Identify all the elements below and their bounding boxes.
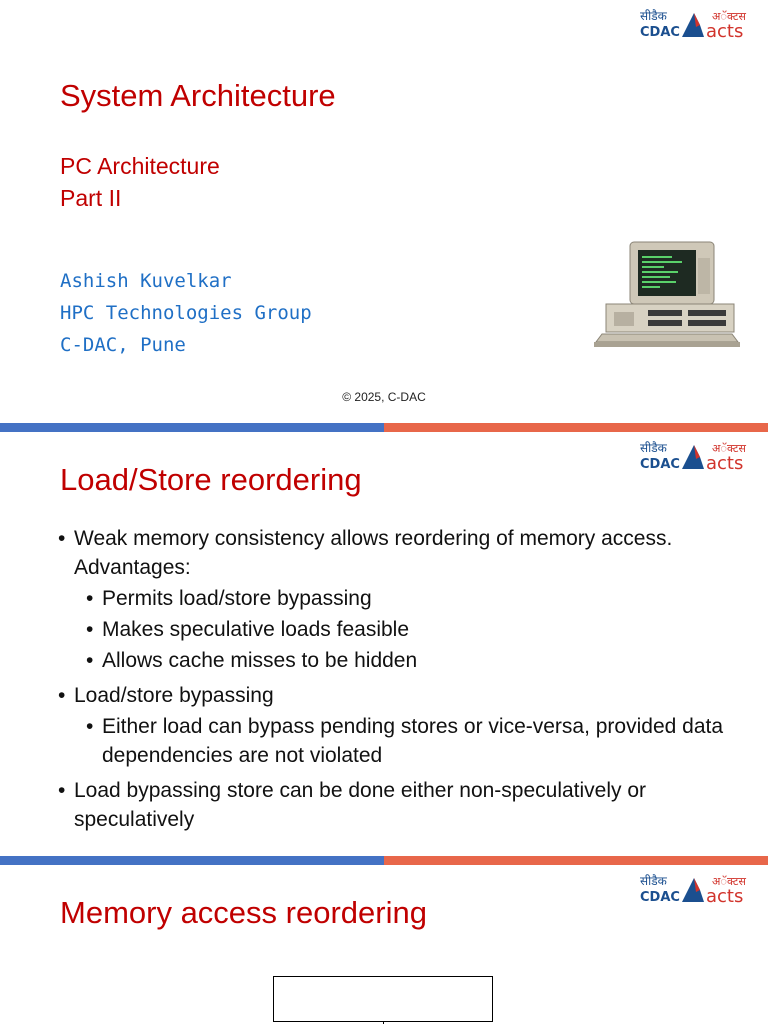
divider-orange bbox=[384, 423, 768, 432]
slide-divider bbox=[0, 423, 768, 432]
author-name: Ashish Kuvelkar bbox=[60, 270, 232, 292]
sub-bullet-item: • Permits load/store bypassing bbox=[58, 584, 738, 613]
bullet-list bbox=[58, 524, 738, 834]
divider-blue bbox=[0, 423, 384, 432]
slide-3 bbox=[0, 865, 768, 1024]
sub-bullet-item: • Allows cache misses to be hidden bbox=[58, 646, 738, 675]
author-group: HPC Technologies Group bbox=[60, 302, 312, 324]
slide-title: System Architecture bbox=[60, 78, 336, 113]
bullet-item: • Weak memory consistency allows reordering of memory access. Advantages: bbox=[58, 524, 738, 582]
copyright-text: © 2025, C-DAC bbox=[342, 390, 426, 404]
slide-2 bbox=[0, 432, 768, 856]
svg-text:सीडैक: सीडैक bbox=[640, 9, 667, 23]
svg-text:CDAC: CDAC bbox=[640, 890, 680, 905]
svg-text:acts: acts bbox=[706, 21, 744, 41]
svg-text:acts: acts bbox=[706, 886, 744, 906]
vintage-computer-icon bbox=[590, 238, 742, 350]
svg-text:अॅक्टस: अॅक्टस bbox=[712, 875, 746, 888]
cdac-acts-logo bbox=[638, 7, 760, 41]
svg-text:CDAC: CDAC bbox=[640, 25, 680, 40]
svg-text:सीडैक: सीडैक bbox=[640, 441, 667, 455]
slide-title: Memory access reordering bbox=[60, 895, 427, 930]
sub-bullet-item: • Makes speculative loads feasible bbox=[58, 615, 738, 644]
cdac-acts-logo bbox=[638, 872, 760, 906]
author-org: C-DAC, Pune bbox=[60, 334, 186, 356]
cdac-acts-logo bbox=[638, 439, 760, 473]
slide-title: Load/Store reordering bbox=[60, 462, 362, 497]
svg-text:अॅक्टस: अॅक्टस bbox=[712, 10, 746, 23]
diagram-box bbox=[273, 976, 493, 1022]
divider-orange bbox=[384, 856, 768, 865]
slide-subtitle bbox=[60, 150, 220, 214]
slide-divider bbox=[0, 856, 768, 865]
svg-text:acts: acts bbox=[706, 453, 744, 473]
bullet-item: • Load bypassing store can be done either non-speculatively or speculatively bbox=[58, 776, 738, 834]
subtitle-line: Part II bbox=[60, 185, 122, 211]
sub-bullet-item: • Either load can bypass pending stores or vice-versa, provided data dependencies are not violated bbox=[58, 712, 738, 770]
svg-text:सीडैक: सीडैक bbox=[640, 874, 667, 888]
author-block bbox=[60, 265, 312, 361]
subtitle-line: PC Architecture bbox=[60, 153, 220, 179]
divider-blue bbox=[0, 856, 384, 865]
svg-text:CDAC: CDAC bbox=[640, 457, 680, 472]
slide-1 bbox=[0, 0, 768, 423]
bullet-item: • Load/store bypassing bbox=[58, 681, 738, 710]
svg-text:अॅक्टस: अॅक्टस bbox=[712, 442, 746, 455]
